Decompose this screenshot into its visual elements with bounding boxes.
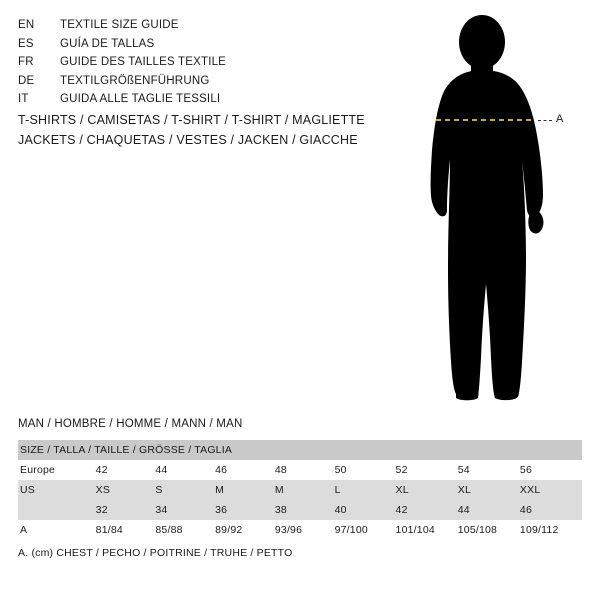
cell: 101/104 [396,520,458,540]
language-text: GUIDA ALLE TAGLIE TESSILI [60,93,221,105]
row-label: Europe [18,460,96,480]
cell: 81/84 [96,520,156,540]
language-code: ES [18,37,34,50]
category-tshirts: T-SHIRTS / CAMISETAS / T-SHIRT / T-SHIRT / MAGLIETTE [18,113,365,127]
cell: 44 [458,500,520,520]
language-code: IT [18,93,29,105]
language-code: DE [18,74,35,87]
cell: 34 [155,500,215,520]
measure-label-a: A [556,113,564,125]
size-table [18,440,582,540]
language-text: TEXTILE SIZE GUIDE [60,19,179,31]
section-title-man: MAN / HOMBRE / HOMME / MANN / MAN [18,418,243,430]
cell: 54 [458,460,520,480]
footnote-chest: A. (cm) CHEST / PECHO / POITRINE / TRUHE / PETTO [18,547,293,559]
language-row [18,53,388,72]
cell: XXL [520,480,582,500]
language-row [18,90,388,109]
cell: 52 [396,460,458,480]
row-label [18,500,96,520]
male-silhouette-figure [390,10,600,410]
cell: XS [96,480,156,500]
cell: 105/108 [458,520,520,540]
cell: 46 [215,460,275,480]
cell: M [215,480,275,500]
category-jackets: JACKETS / CHAQUETAS / VESTES / JACKEN / GIACCHE [18,133,358,147]
cell: 85/88 [155,520,215,540]
cell: 40 [335,500,396,520]
category-list [18,110,418,150]
cell: 48 [275,460,335,480]
measure-leader-line [538,120,552,121]
language-row [18,16,388,35]
cell: 36 [215,500,275,520]
language-text: TEXTILGRÖßENFÜHRUNG [60,74,210,87]
cell: 89/92 [215,520,275,540]
cell: 109/112 [520,520,582,540]
row-label: US [18,480,96,500]
cell: 50 [335,460,396,480]
table-row [18,480,582,500]
cell: XL [396,480,458,500]
cell: S [155,480,215,500]
table-row [18,520,582,540]
cell: 56 [520,460,582,480]
cell: 42 [396,500,458,520]
language-list [18,16,388,109]
cell: 93/96 [275,520,335,540]
silhouette-svg [390,10,600,410]
table-header-label: SIZE / TALLA / TAILLE / GRÖSSE / TAGLIA [18,440,582,460]
cell: 32 [96,500,156,520]
cell: 97/100 [335,520,396,540]
language-code: EN [18,19,35,31]
cell: 46 [520,500,582,520]
language-code: FR [18,56,34,68]
table-header-row [18,440,582,460]
cell: 38 [275,500,335,520]
cell: L [335,480,396,500]
cell: XL [458,480,520,500]
row-label: A [18,520,96,540]
language-text: GUIDE DES TAILLES TEXTILE [60,56,227,68]
cell: M [275,480,335,500]
language-text: GUÍA DE TALLAS [60,37,155,50]
table-row [18,460,582,480]
language-row [18,35,388,54]
table-row [18,500,582,520]
language-row [18,72,388,91]
cell: 42 [96,460,156,480]
cell: 44 [155,460,215,480]
